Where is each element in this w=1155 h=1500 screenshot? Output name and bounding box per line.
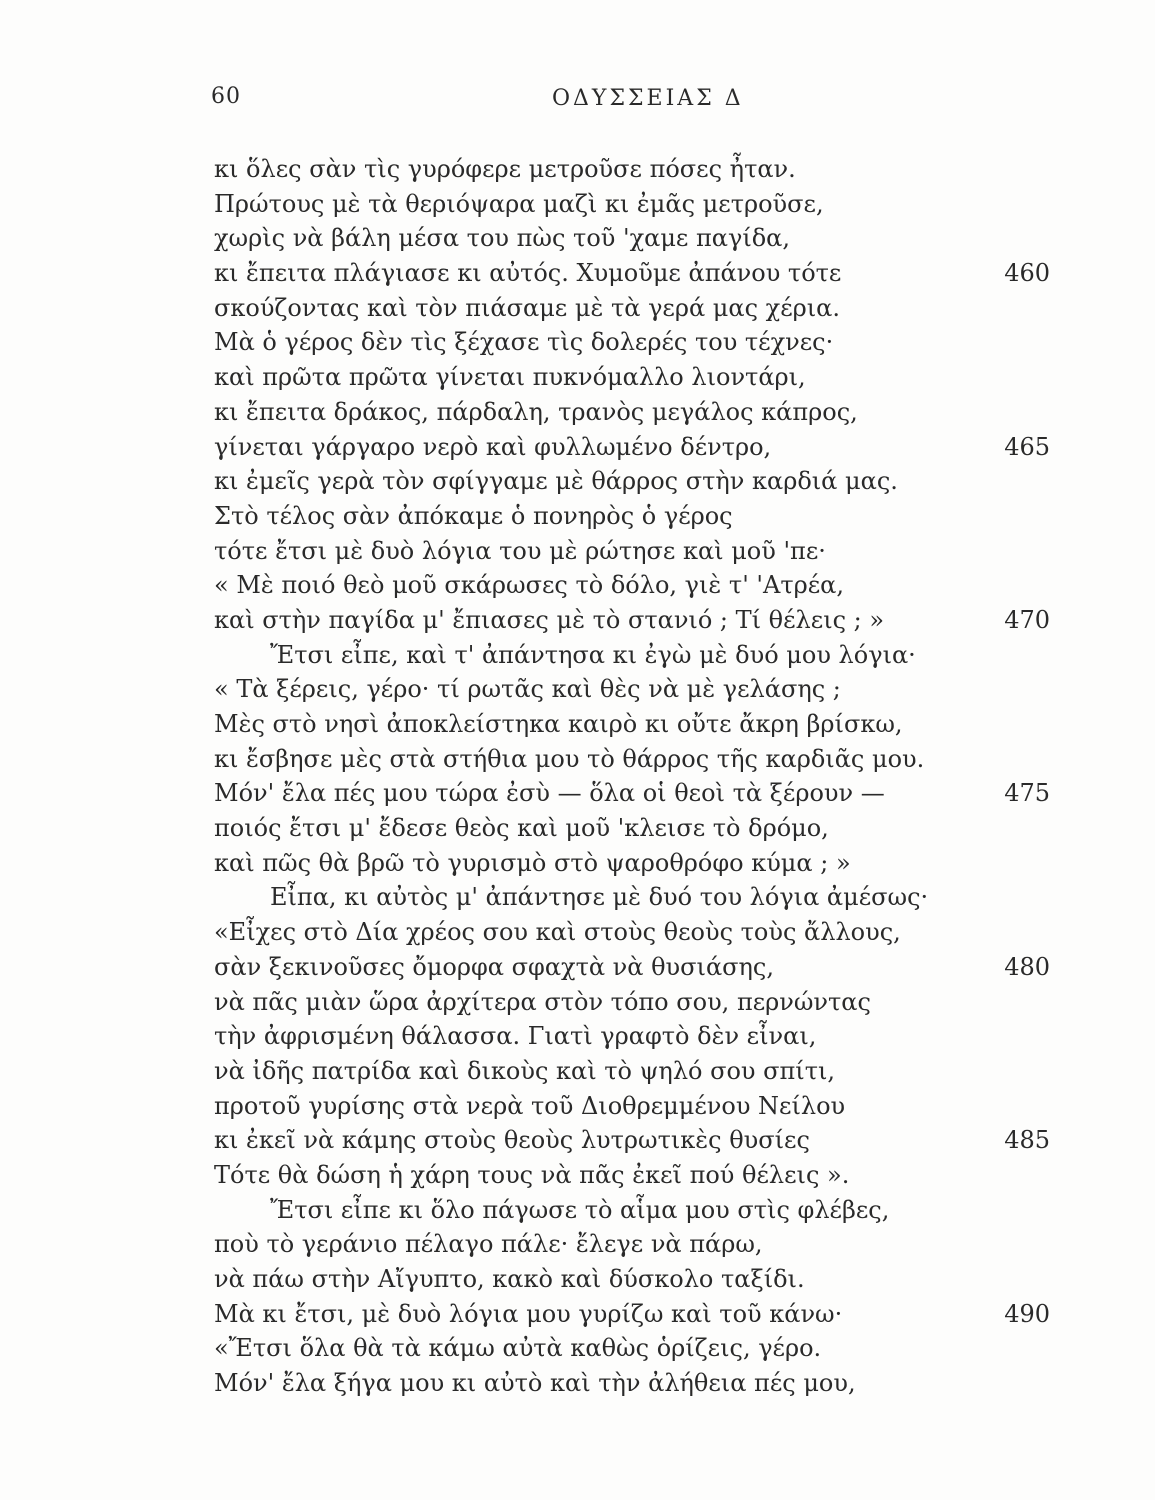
verse-text: κι ἐμεῖς γερὰ τὸν σφίγγαμε μὲ θάρρος στὴν καρδιά μας. [214, 467, 898, 496]
verse-line [0, 742, 1155, 777]
verse-text: τότε ἔτσι μὲ δυὸ λόγια του μὲ ρώτησε καὶ μοῦ 'πε· [214, 536, 826, 565]
verse-line [0, 187, 1155, 222]
line-number: 480 [1004, 952, 1050, 981]
verse-text: νὰ πᾶς μιὰν ὥρα ἀρχίτερα στὸν τόπο σου, περνώντας [214, 987, 871, 1016]
verse-line [0, 430, 1155, 465]
verse-line [0, 846, 1155, 881]
verse-line [0, 985, 1155, 1020]
verse-text: ποιός ἔτσι μ' ἔδεσε θεὸς καὶ μοῦ 'κλεισε τὸ δρόμο, [214, 814, 829, 843]
verse-text: σκούζοντας καὶ τὸν πιάσαμε μὲ τὰ γερά μας χέρια. [214, 293, 841, 322]
verse-text: Στὸ τέλος σὰν ἀπόκαμε ὁ πονηρὸς ὁ γέρος [214, 501, 733, 530]
verse-text: Ἔτσι εἶπε, καὶ τ' ἀπάντησα κι ἐγὼ μὲ δυό μου λόγια· [270, 640, 916, 669]
verse-text: κι ὅλες σὰν τὶς γυρόφερε μετροῦσε πόσες ἦταν. [214, 155, 796, 183]
verse-line [0, 1054, 1155, 1089]
verse-line [0, 1227, 1155, 1262]
page-number: 60 [211, 84, 241, 109]
verse-text: κι ἔπειτα πλάγιασε κι αὐτός. Χυμοῦμε ἀπάνου τότε [214, 259, 842, 288]
line-number: 470 [1004, 605, 1050, 634]
verse-line [0, 291, 1155, 326]
verse-line [0, 395, 1155, 430]
verse-line [0, 603, 1155, 638]
verse-line [0, 1366, 1155, 1401]
verse-text: νὰ ἰδῆς πατρίδα καὶ δικοὺς καὶ τὸ ψηλό σου σπίτι, [214, 1056, 836, 1085]
line-number: 485 [1004, 1126, 1050, 1155]
verse-line [0, 152, 1155, 187]
verse-text: κι ἔπειτα δράκος, πάρδαλη, τρανὸς μεγάλος κάπρος, [214, 397, 858, 426]
verse-line [0, 1158, 1155, 1193]
verse-line [0, 707, 1155, 742]
verse-text: «Εἶχες στὸ Δία χρέος σου καὶ στοὺς θεοὺς τοὺς ἄλλους, [214, 918, 901, 947]
verse-text: κι ἔσβησε μὲς στὰ στήθια μου τὸ θάρρος τῆς καρδιᾶς μου. [214, 744, 925, 773]
line-number: 475 [1004, 779, 1050, 808]
verse-line [0, 1297, 1155, 1332]
verse-text: γίνεται γάργαρο νερὸ καὶ φυλλωμένο δέντρο, [214, 432, 772, 461]
verse-line [0, 221, 1155, 256]
verse-line [0, 256, 1155, 291]
verse-line [0, 1123, 1155, 1158]
verse-line [0, 499, 1155, 534]
verse-text: Μόν' ἔλα πές μου τώρα ἐσὺ — ὅλα οἱ θεοὶ τὰ ξέρουν — [214, 779, 885, 808]
line-number: 460 [1004, 259, 1050, 288]
verse-text: κι ἐκεῖ νὰ κάμης στοὺς θεοὺς λυτρωτικὲς θυσίες [214, 1126, 810, 1155]
verse-text: σὰν ξεκινοῦσες ὄμορφα σφαχτὰ νὰ θυσιάσης, [214, 952, 774, 981]
verse-line [0, 950, 1155, 985]
verse-text: προτοῦ γυρίσης στὰ νερὰ τοῦ Διοθρεμμένου Νείλου [214, 1091, 846, 1120]
verse-text: Μὰ κι ἔτσι, μὲ δυὸ λόγια μου γυρίζω καὶ τοῦ κάνω· [214, 1299, 843, 1328]
verse-text: χωρὶς νὰ βάλη μέσα του πὼς τοῦ 'χαμε παγίδα, [214, 224, 791, 253]
verse-line [0, 534, 1155, 569]
verse-line [0, 880, 1155, 915]
verse-line [0, 1262, 1155, 1297]
verse-line [0, 1331, 1155, 1366]
running-head: ΟΔΥΣΣΕΙΑΣ Δ [552, 86, 744, 111]
verse-line [0, 776, 1155, 811]
verse-line [0, 638, 1155, 673]
verse-text: Τότε θὰ δώση ἡ χάρη τους νὰ πᾶς ἐκεῖ πού θέλεις ». [214, 1160, 850, 1189]
verse-text: καὶ πῶς θὰ βρῶ τὸ γυρισμὸ στὸ ψαροθρόφο κύμα ; » [214, 848, 851, 877]
verse-text: Μόν' ἔλα ξήγα μου κι αὐτὸ καὶ τὴν ἀλήθεια πές μου, [214, 1369, 856, 1398]
line-number: 490 [1004, 1299, 1050, 1328]
verse-text: νὰ πάω στὴν Αἴγυπτο, κακὸ καὶ δύσκολο ταξίδι. [214, 1265, 805, 1293]
line-number: 465 [1004, 432, 1050, 461]
verse-line [0, 360, 1155, 395]
verse-text: «Ἔτσι ὅλα θὰ τὰ κάμω αὐτὰ καθὼς ὁρίζεις, γέρο. [214, 1334, 822, 1363]
verse-line [0, 1193, 1155, 1228]
verse-text: Ἔτσι εἶπε κι ὅλο πάγωσε τὸ αἷμα μου στὶς φλέβες, [270, 1195, 890, 1224]
verse-text: Μὲς στὸ νησὶ ἀποκλείστηκα καιρὸ κι οὔτε ἄκρη βρίσκω, [214, 710, 903, 738]
verse-text: « Μὲ ποιό θεὸ μοῦ σκάρωσες τὸ δόλο, γιὲ τ' 'Ατρέα, [214, 571, 845, 600]
verse-text: Μὰ ὁ γέρος δὲν τὶς ξέχασε τὶς δολερές του τέχνες· [214, 328, 834, 357]
verse-line [0, 1019, 1155, 1054]
verse-text: τὴν ἀφρισμένη θάλασσα. Γιατὶ γραφτὸ δὲν εἶναι, [214, 1022, 817, 1051]
verse-line [0, 568, 1155, 603]
verse-block [0, 152, 1155, 1401]
verse-text: Πρώτους μὲ τὰ θεριόψαρα μαζὶ κι ἐμᾶς μετροῦσε, [214, 189, 824, 218]
verse-line [0, 915, 1155, 950]
verse-text: καὶ στὴν παγίδα μ' ἔπιασες μὲ τὸ στανιό ; Τί θέλεις ; » [214, 605, 885, 634]
verse-line [0, 464, 1155, 499]
verse-line [0, 325, 1155, 360]
verse-text: καὶ πρῶτα πρῶτα γίνεται πυκνόμαλλο λιοντάρι, [214, 363, 806, 392]
verse-line [0, 811, 1155, 846]
verse-text: Εἶπα, κι αὐτὸς μ' ἀπάντησε μὲ δυό του λόγια ἀμέσως· [270, 883, 929, 912]
verse-text: ποὺ τὸ γεράνιο πέλαγο πάλε· ἔλεγε νὰ πάρω, [214, 1230, 763, 1259]
verse-text: « Τὰ ξέρεις, γέρο· τί ρωτᾶς καὶ θὲς νὰ μὲ γελάσης ; [214, 675, 841, 704]
verse-line [0, 672, 1155, 707]
verse-line [0, 1089, 1155, 1124]
